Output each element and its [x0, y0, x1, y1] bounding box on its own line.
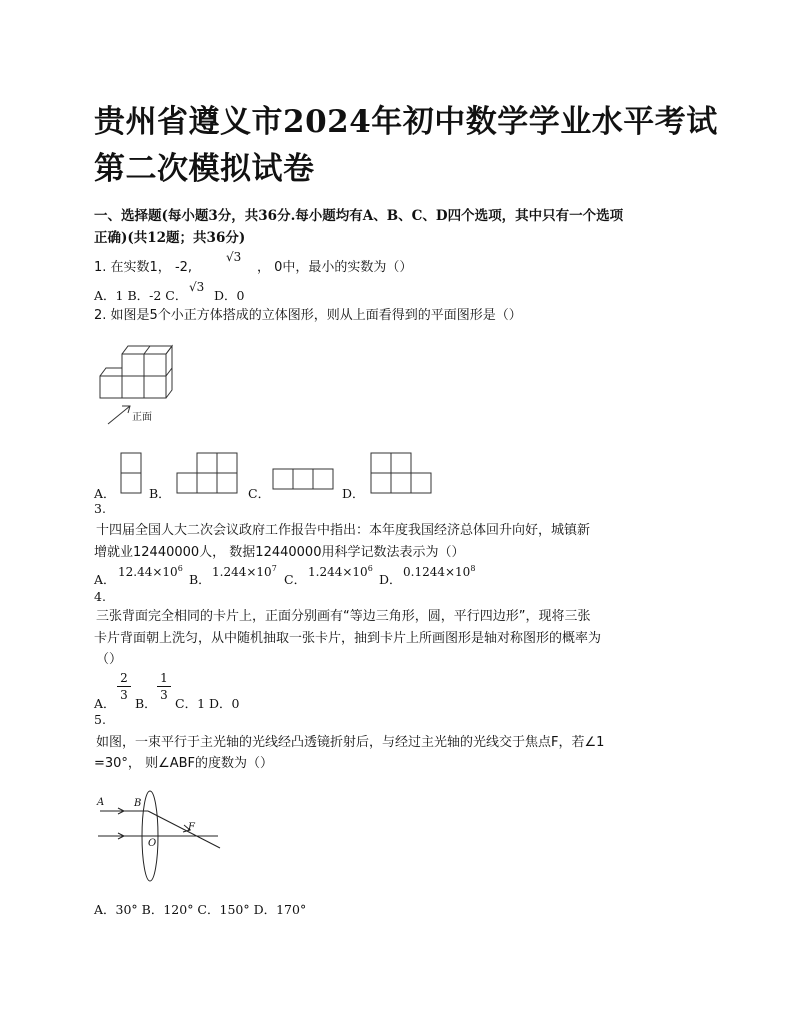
page-title-line2: 第二次模拟试卷	[94, 151, 315, 187]
q1-sqrt3: √3	[226, 250, 242, 264]
q3-option-a-value: $12.44\times 10^6$	[118, 564, 183, 579]
q5-lens-figure	[92, 790, 232, 886]
q2-option-b-figure	[176, 452, 240, 496]
q2-option-a-figure	[120, 452, 144, 496]
q3-option-b-label: B．	[189, 572, 211, 587]
q3-line1: 十四届全国人大二次会议政府工作报告中指出：本年度我国经济总体回升向好，城镇新	[96, 523, 591, 538]
q4-options-rest: C．1 D．0	[175, 696, 240, 711]
q3-option-b-value: $1.244\times 10^7$	[212, 564, 277, 579]
q1-text-part2: ， 0中，最小的实数为（）	[257, 260, 413, 275]
q4-line1: 三张背面完全相同的卡片上，正面分别画有“等边三角形，圆，平行四边形”，现将三张	[96, 609, 591, 624]
q4-option-a-label: A．	[94, 696, 116, 711]
q5-label-f: F	[188, 822, 195, 833]
q3-option-c-label: C．	[284, 572, 307, 587]
q3-line2: 增就业12440000人， 数据12440000用科学记数法表示为（）	[94, 545, 465, 560]
q1-options-part1: A．1 B．-2 C．	[94, 288, 188, 303]
section-heading-line1: 一、选择题(每小题3分，共36分.每小题均有A、B、C、D四个选项，其中只有一个选项	[94, 208, 624, 224]
q5-options: A．30° B．120° C．150° D．170°	[94, 902, 307, 917]
q2-front-label: 正面	[132, 412, 152, 423]
q5-line1: 如图，一束平行于主光轴的光线经凸透镜折射后，与经过主光轴的光线交于焦点F，若∠1	[96, 735, 605, 750]
section-heading-line2: 正确)(共12题；共36分)	[94, 230, 246, 246]
q3-number: 3.	[94, 501, 106, 516]
q5-label-b: B	[134, 798, 142, 809]
q3-option-d-value: $0.1244\times 10^8$	[403, 564, 476, 579]
q5-label-a: A	[97, 797, 105, 808]
q4-line3: （）	[96, 652, 123, 667]
q4-option-b-fraction: 1 3	[157, 671, 171, 702]
q4-option-a-fraction: 2 3	[117, 671, 131, 702]
q2-text: 2. 如图是5个小正方体搭成的立体图形，则从上面看得到的平面图形是（）	[94, 308, 522, 323]
q5-line2: =30°， 则∠ABF的度数为（）	[94, 756, 274, 771]
q2-option-d-label: D．	[342, 486, 365, 501]
q1-text-part1: 1. 在实数1， -2,	[94, 260, 193, 275]
q1-options-sqrt3: √3	[189, 280, 205, 294]
q4-option-b-label: B．	[135, 696, 157, 711]
page-title-line1: 贵州省遵义市2024年初中数学学业水平考试	[94, 104, 718, 140]
q2-option-d-figure	[370, 452, 434, 496]
q2-option-b-label: B．	[149, 486, 171, 501]
q4-number: 4.	[94, 589, 106, 604]
q2-option-c-label: C．	[248, 486, 271, 501]
q1-options-part2: D．0	[214, 288, 245, 303]
q4-line2: 卡片背面朝上洗匀，从中随机抽取一张卡片，抽到卡片上所画图形是轴对称图形的概率为	[94, 631, 602, 646]
q2-option-c-figure	[272, 468, 336, 492]
q3-option-d-label: D．	[379, 572, 402, 587]
q5-number: 5.	[94, 712, 106, 727]
q3-option-a-label: A．	[94, 572, 116, 587]
q5-label-o: O	[148, 838, 157, 849]
q3-option-c-value: $1.244\times 10^6$	[308, 564, 373, 579]
q2-option-a-label: A．	[94, 486, 116, 501]
